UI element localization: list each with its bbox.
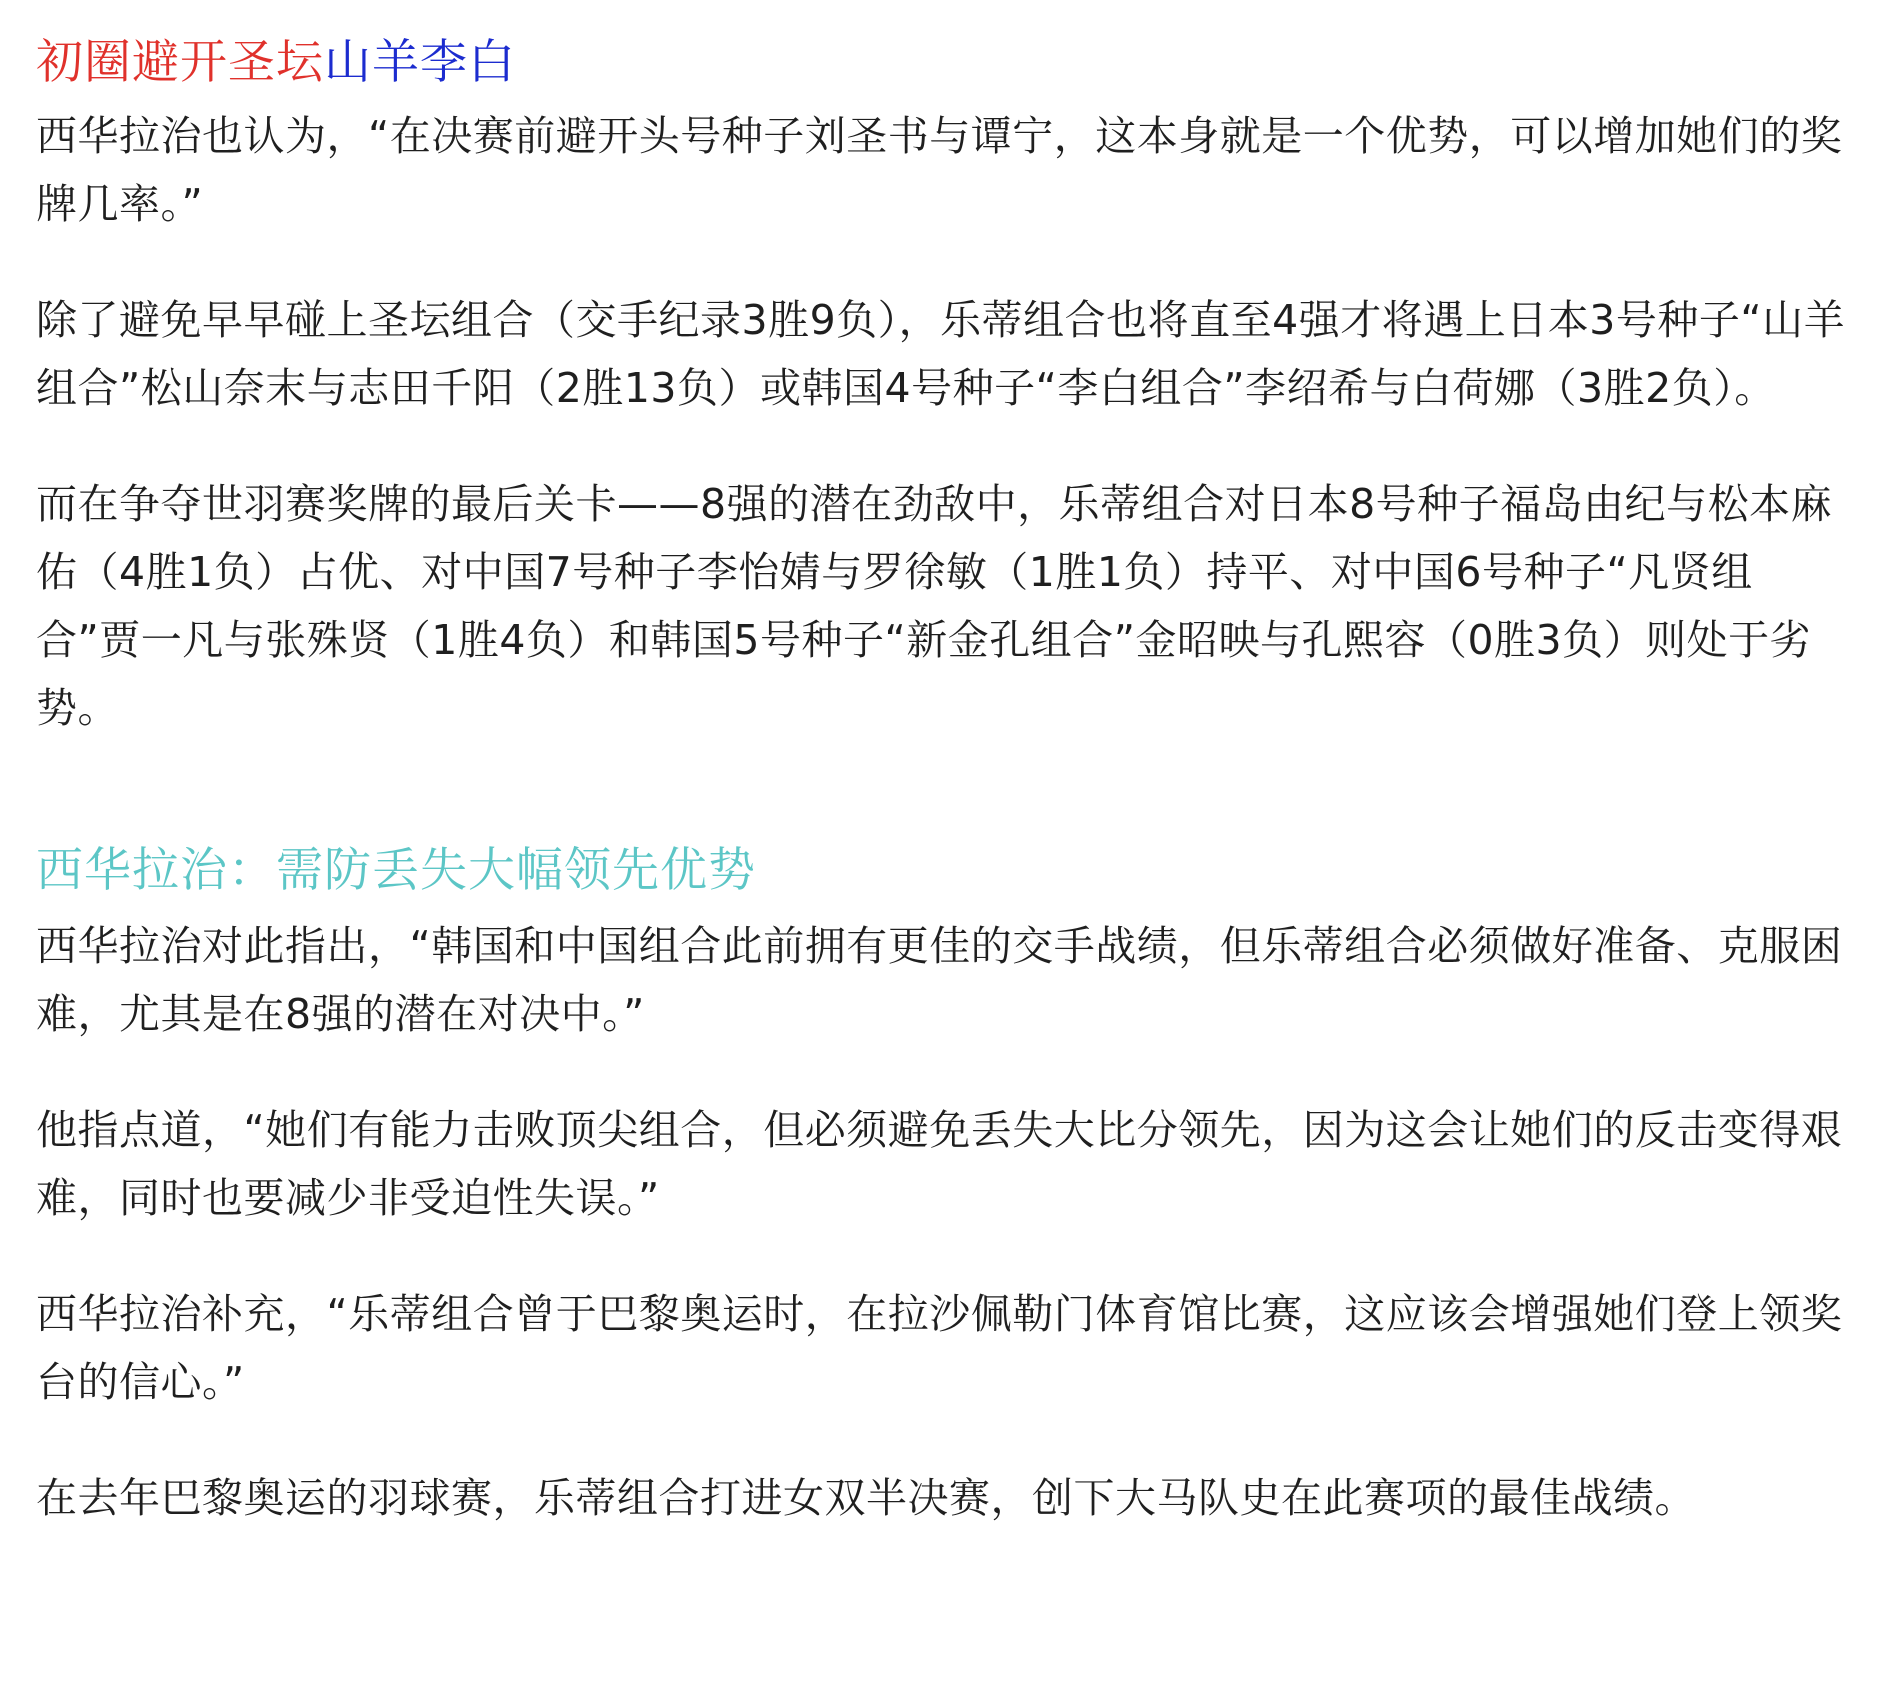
paragraph: 西华拉治对此指出，“韩国和中国组合此前拥有更佳的交手战绩，但乐蒂组合必须做好准备、克服困难，尤其是在8强的潜在对决中。”: [36, 922, 1843, 1038]
section-heading-2: 西华拉治：需防丢失大幅领先优势: [36, 843, 756, 898]
section-heading-1-blue: 山羊李白: [324, 35, 516, 90]
section-heading-1-red: 初圈避开圣坛: [36, 35, 324, 90]
paragraph: 而在争夺世羽赛奖牌的最后关卡——8强的潜在劲敌中，乐蒂组合对日本8号种子福岛由纪与松本麻佑（4胜1负）占优、对中国7号种子李怡婧与罗徐敏（1胜1负）持平、对中国6号种子“凡贤组合”贾一凡与张殊贤（1胜4负）和韩国5号种子“新金孔组合”金昭映与孔熙容（0胜3负）则处于劣势。: [36, 480, 1833, 732]
paragraph: 他指点道，“她们有能力击败顶尖组合，但必须避免丢失大比分领先，因为这会让她们的反击变得艰难，同时也要减少非受迫性失误。”: [36, 1106, 1843, 1222]
paragraph: 除了避免早早碰上圣坛组合（交手纪录3胜9负），乐蒂组合也将直至4强才将遇上日本3号种子“山羊组合”松山奈末与志田千阳（2胜13负）或韩国4号种子“李白组合”李绍希与白荷娜（3胜2负）。: [36, 296, 1846, 412]
section-heading-1: [36, 30, 1850, 96]
paragraph: 西华拉治补充，“乐蒂组合曾于巴黎奥运时，在拉沙佩勒门体育馆比赛，这应该会增强她们登上领奖台的信心。”: [36, 1290, 1843, 1406]
paragraph: 西华拉治也认为，“在决赛前避开头号种子刘圣书与谭宁，这本身就是一个优势，可以增加她们的奖牌几率。”: [36, 112, 1843, 228]
section-2-body: [36, 912, 1850, 1532]
paragraph: 在去年巴黎奥运的羽球赛，乐蒂组合打进女双半决赛，创下大马队史在此赛项的最佳战绩。: [36, 1474, 1696, 1522]
section-1-body: [36, 102, 1850, 742]
